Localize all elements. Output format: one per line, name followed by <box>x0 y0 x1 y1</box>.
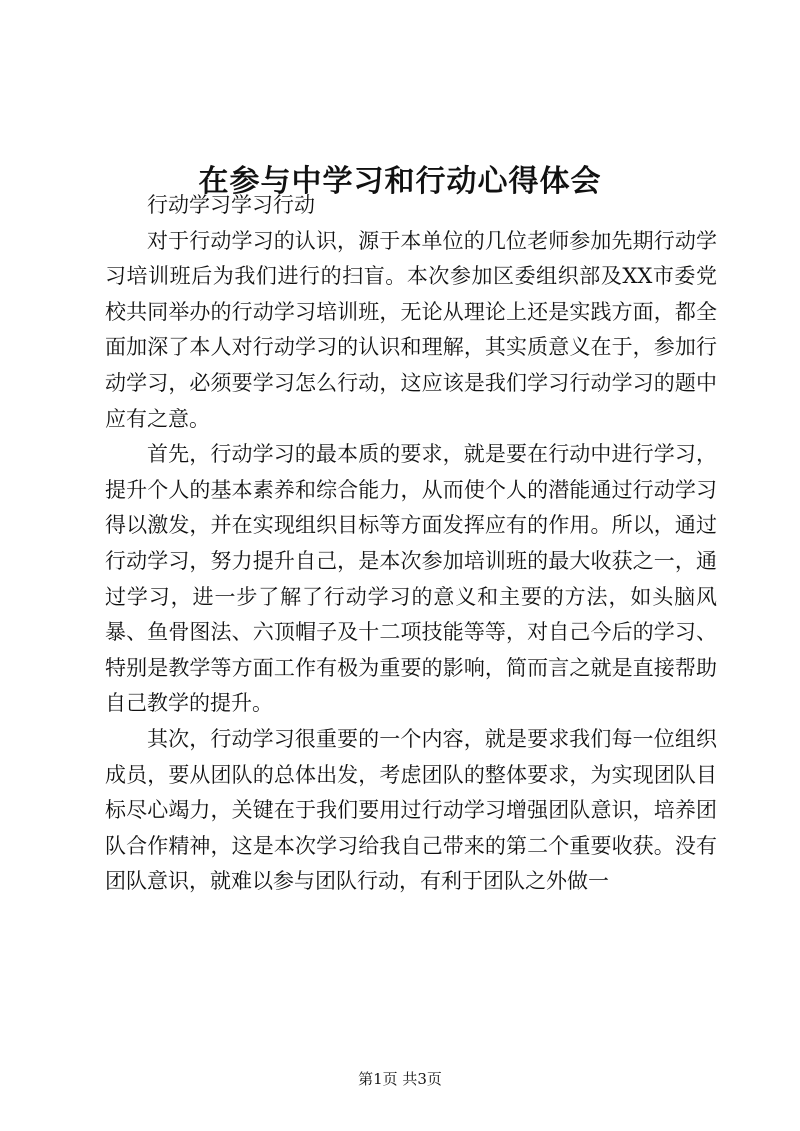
subtitle-paragraph: 行动学习学习行动 <box>147 193 315 217</box>
body-paragraph: 首先，行动学习的最本质的要求，就是要在行动中进行学习，提升个人的基本素养和综合能力，从而使个人的潜能通过行动学习得以激发，并在实现组织目标等方面发挥应有的作用。所以，通过行动学习，努力提升自己，是本次参加培训班的最大收获之一，通过学习，进一步了解了行动学习的意义和主要的方法，如头脑风暴、鱼骨图法、六顶帽子及十二项技能等等，对自己今后的学习、特别是教学等方面工作有极为重要的影响，简而言之就是直接帮助自己教学的提升。 <box>105 442 717 716</box>
document-title: 在参与中学习和行动心得体会 <box>198 164 602 200</box>
document-body <box>105 188 717 900</box>
body-paragraph: 对于行动学习的认识，源于本单位的几位老师参加先期行动学习培训班后为我们进行的扫盲。本次参加区委组织部及XX市委党校共同举办的行动学习培训班，无论从理论上还是实践方面，都全面加深了本人对行动学习的认识和理解，其实质意义在于，参加行动学习，必须要学习怎么行动，这应该是我们学习行动学习的题中应有之意。 <box>105 228 717 431</box>
body-paragraph: 其次，行动学习很重要的一个内容，就是要求我们每一位组织成员，要从团队的总体出发，考虑团队的整体要求，为实现团队目标尽心竭力，关键在于我们要用过行动学习增强团队意识，培养团队合作精神，这是本次学习给我自己带来的第二个重要收获。没有团队意识，就难以参与团队行动，有利于团队之外做一 <box>105 726 717 894</box>
page-footer: 第1页 共3页 <box>358 1070 442 1088</box>
